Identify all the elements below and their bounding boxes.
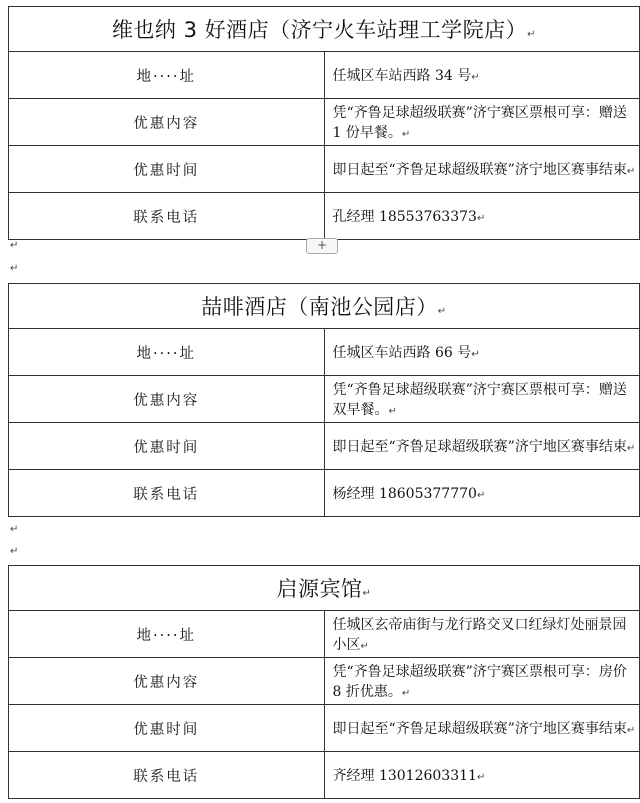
hotel-table bbox=[8, 565, 640, 799]
offer-value-cell bbox=[324, 658, 640, 705]
offer-value: 凭“齐鲁足球超级联赛”济宁赛区票根可享：赠送 1 份早餐。 bbox=[332, 105, 627, 141]
offer-value-cell bbox=[324, 376, 640, 423]
paragraph-mark: ↵ bbox=[10, 240, 19, 251]
paragraph-mark: ↵ bbox=[626, 725, 636, 736]
phone-value: 孔经理 18553763373 bbox=[332, 209, 477, 225]
phone-value-cell bbox=[324, 470, 640, 517]
hotel-name-cell bbox=[9, 284, 640, 329]
paragraph-mark: ↵ bbox=[476, 213, 486, 224]
phone-value: 杨经理 18605377770 bbox=[332, 486, 477, 502]
paragraph-mark: ↵ bbox=[476, 772, 486, 783]
paragraph-mark: ↵ bbox=[437, 306, 447, 317]
time-value-cell bbox=[324, 146, 640, 193]
time-value: 即日起至“齐鲁足球超级联赛”济宁地区赛事结束 bbox=[332, 162, 627, 178]
paragraph-mark: ↵ bbox=[10, 546, 19, 557]
hotel-name-cell bbox=[9, 7, 640, 52]
address-value-cell bbox=[324, 611, 640, 658]
paragraph-mark: ↵ bbox=[476, 490, 486, 501]
hotel-card-3 bbox=[8, 565, 640, 799]
address-value: 任城区玄帝庙街与龙行路交叉口红绿灯处丽景园小区 bbox=[332, 617, 627, 653]
offer-value: 凭“齐鲁足球超级联赛”济宁赛区票根可享：赠送双早餐。 bbox=[332, 382, 627, 418]
time-value-cell bbox=[324, 423, 640, 470]
hotel-card-1 bbox=[8, 6, 640, 240]
hotel-name: 喆啡酒店（南池公园店） bbox=[201, 295, 438, 319]
address-value-cell bbox=[324, 52, 640, 99]
time-label: 优惠时间 bbox=[9, 423, 325, 470]
offer-label: 优惠内容 bbox=[9, 99, 325, 146]
paragraph-mark: ↵ bbox=[401, 129, 411, 140]
phone-label: 联系电话 bbox=[9, 193, 325, 240]
offer-value-cell bbox=[324, 99, 640, 146]
paragraph-mark: ↵ bbox=[471, 349, 480, 360]
address-label: 地····址 bbox=[9, 52, 325, 99]
paragraph-mark: ↵ bbox=[471, 72, 480, 83]
paragraph-mark: ↵ bbox=[10, 263, 19, 274]
paragraph-mark: ↵ bbox=[10, 524, 19, 535]
phone-label: 联系电话 bbox=[9, 752, 325, 799]
phone-value-cell bbox=[324, 752, 640, 799]
address-value-cell bbox=[324, 329, 640, 376]
hotel-table bbox=[8, 6, 640, 240]
address-label: 地····址 bbox=[9, 329, 325, 376]
paragraph-mark: ↵ bbox=[401, 688, 411, 699]
phone-label: 联系电话 bbox=[9, 470, 325, 517]
hotel-name: 启源宾馆 bbox=[276, 577, 363, 601]
address-value: 任城区车站西路 34 号 bbox=[332, 68, 472, 84]
offer-label: 优惠内容 bbox=[9, 376, 325, 423]
address-value: 任城区车站西路 66 号 bbox=[332, 345, 472, 361]
paragraph-mark: ↵ bbox=[626, 166, 636, 177]
address-label: 地····址 bbox=[9, 611, 325, 658]
time-value: 即日起至“齐鲁足球超级联赛”济宁地区赛事结束 bbox=[332, 439, 627, 455]
phone-value-cell bbox=[324, 193, 640, 240]
time-label: 优惠时间 bbox=[9, 705, 325, 752]
add-row-button[interactable]: + bbox=[306, 238, 338, 254]
time-value-cell bbox=[324, 705, 640, 752]
offer-value: 凭“齐鲁足球超级联赛”济宁赛区票根可享：房价 8 折优惠。 bbox=[332, 664, 627, 700]
paragraph-mark: ↵ bbox=[527, 29, 537, 40]
offer-label: 优惠内容 bbox=[9, 658, 325, 705]
hotel-name-cell bbox=[9, 566, 640, 611]
time-label: 优惠时间 bbox=[9, 146, 325, 193]
hotel-name: 维也纳 3 好酒店（济宁火车站理工学院店） bbox=[111, 18, 528, 42]
paragraph-mark: ↵ bbox=[360, 641, 369, 652]
paragraph-mark: ↵ bbox=[362, 588, 372, 599]
phone-value: 齐经理 13012603311 bbox=[332, 768, 477, 784]
paragraph-mark: ↵ bbox=[388, 406, 397, 417]
hotel-table bbox=[8, 283, 640, 517]
paragraph-mark: ↵ bbox=[626, 443, 636, 454]
hotel-card-2 bbox=[8, 283, 640, 517]
time-value: 即日起至“齐鲁足球超级联赛”济宁地区赛事结束 bbox=[332, 721, 627, 737]
